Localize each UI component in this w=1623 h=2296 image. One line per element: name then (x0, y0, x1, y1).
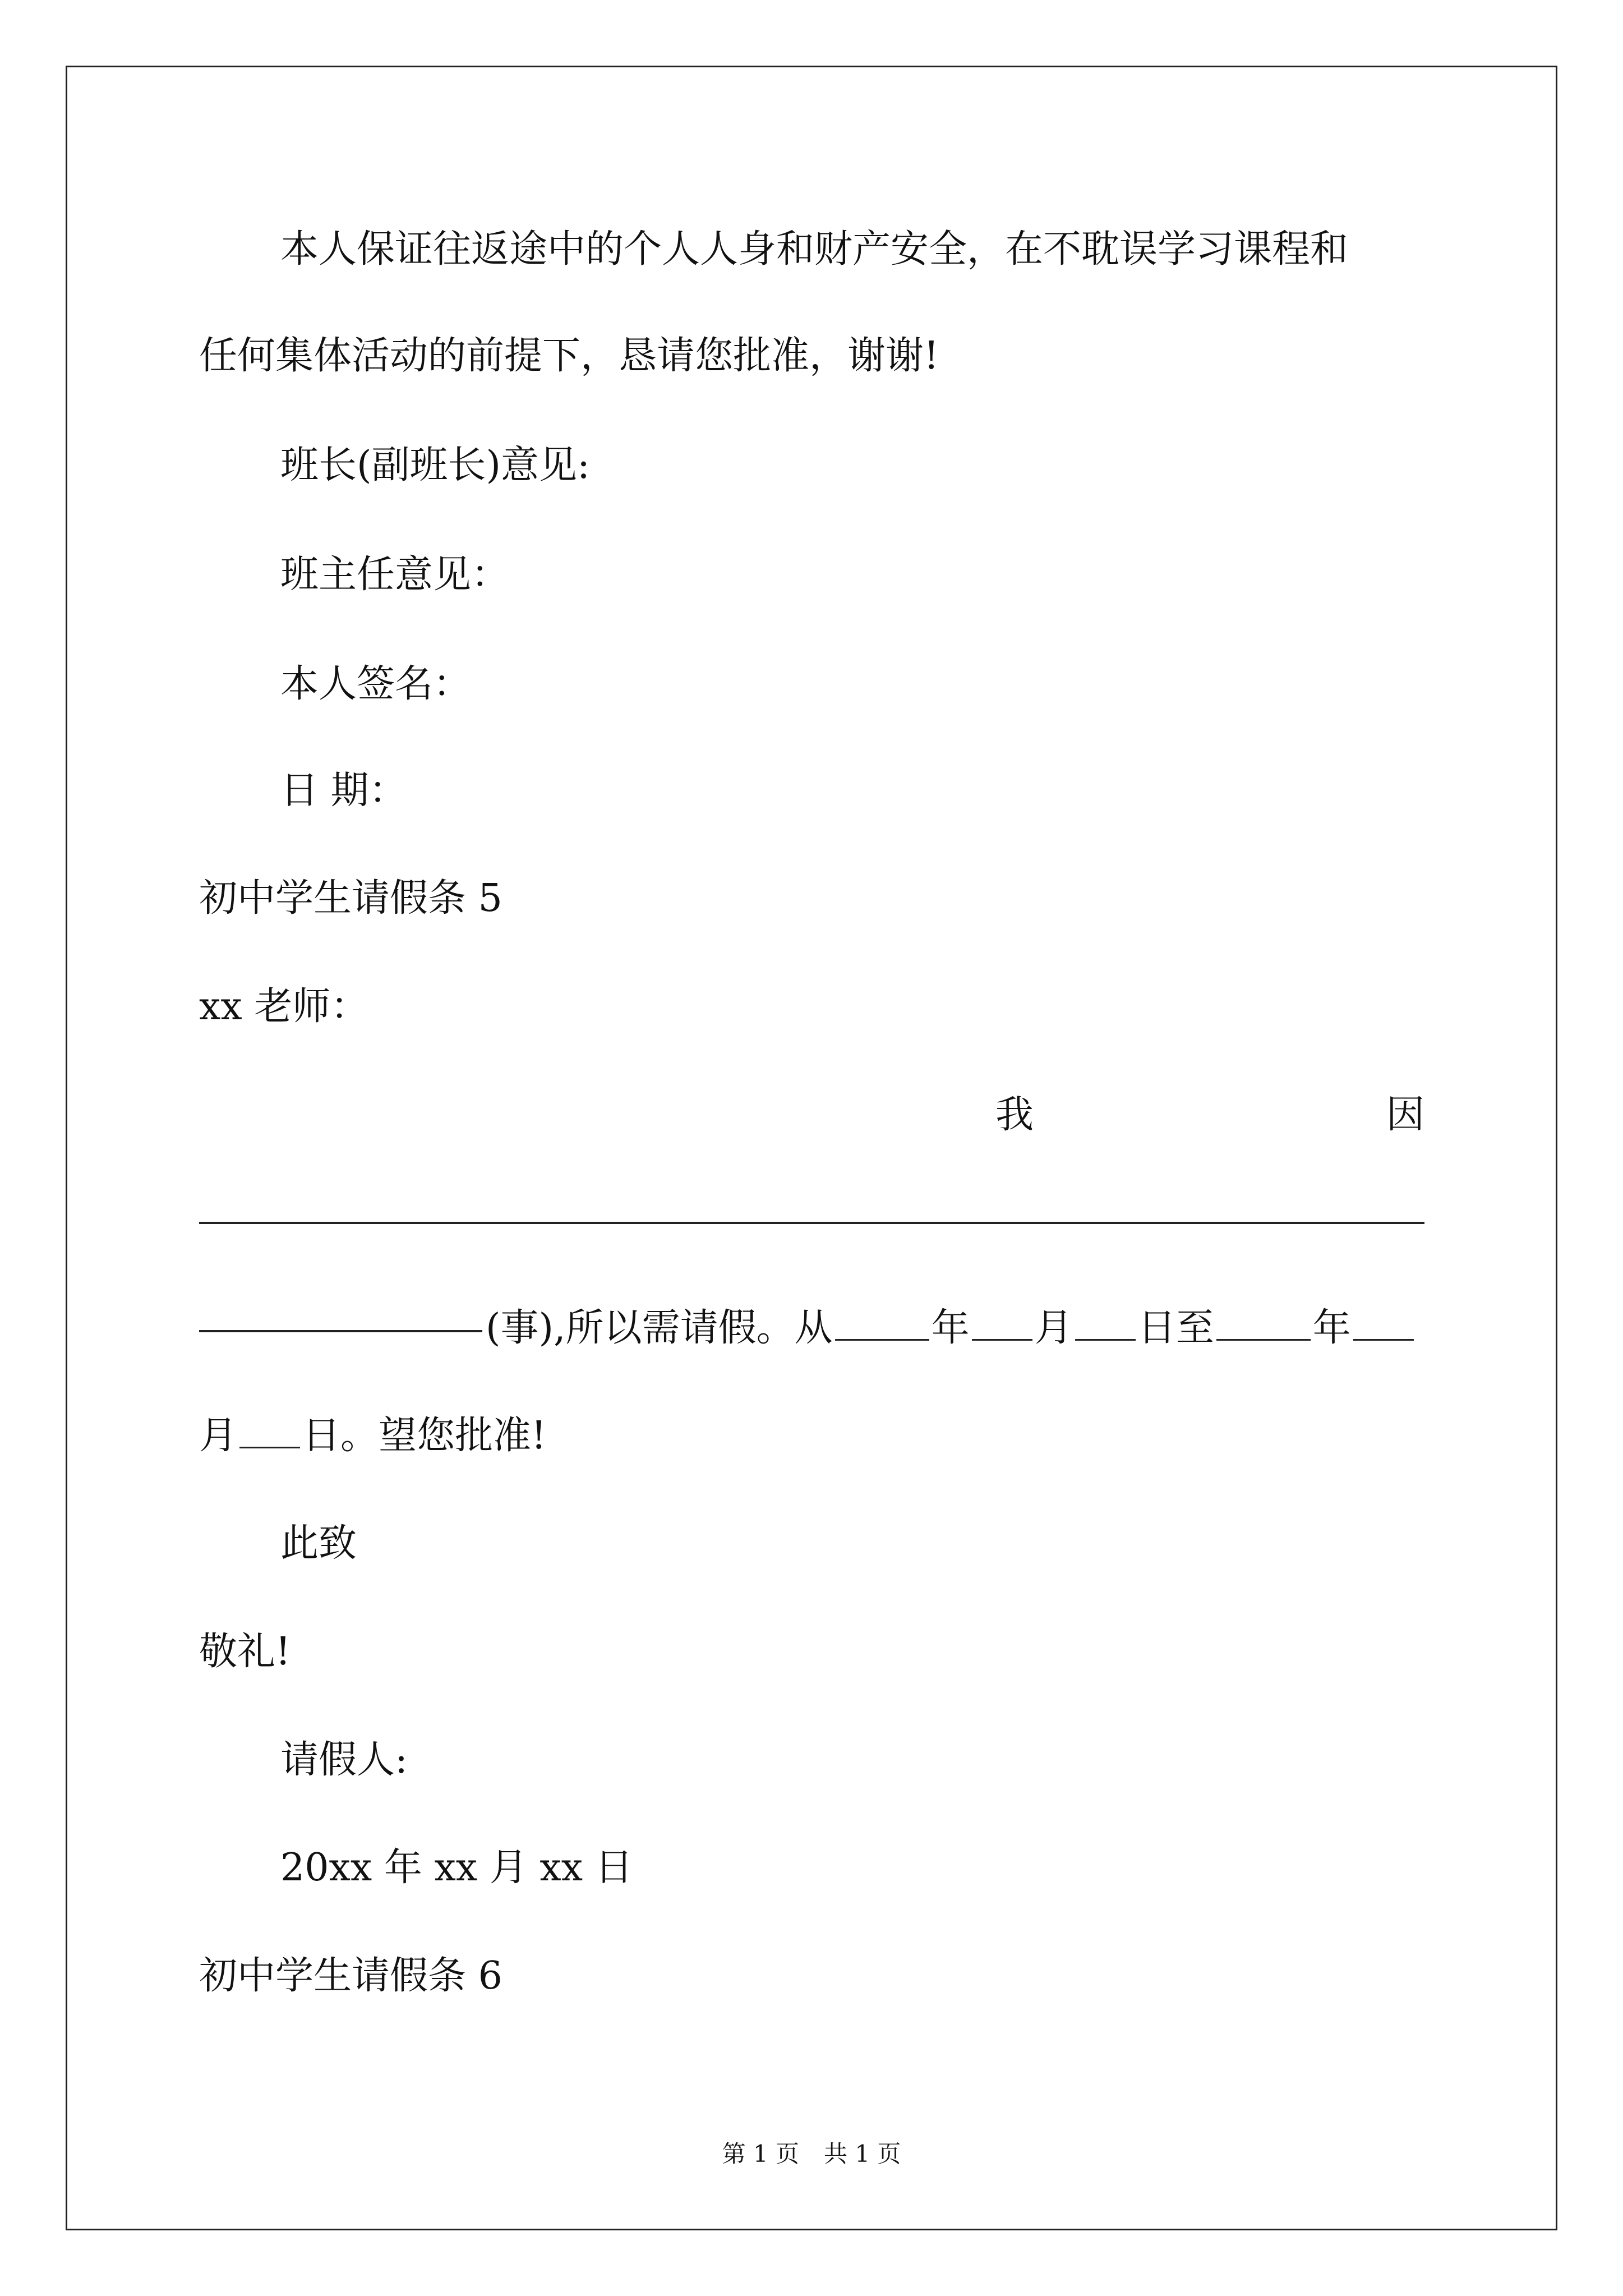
blank (972, 1306, 1032, 1341)
closing-cizhi: 此致 (280, 1521, 357, 1566)
year-label: 年 (1312, 1306, 1351, 1350)
closing-jingli: 敬礼! (199, 1630, 291, 1674)
date-value: 20xx 年 xx 月 xx 日 (280, 1846, 633, 1890)
section-heading: 初中学生请假条 5 (199, 876, 502, 921)
blank (1216, 1306, 1311, 1341)
signature-label: 本人签名： (280, 662, 472, 706)
applicant-label: 请假人: (280, 1738, 408, 1782)
salutation: xx 老师： (199, 984, 369, 1029)
page-number-current: 第 1 页 (722, 2140, 799, 2168)
page-frame (66, 66, 1557, 2230)
date-range-end-line (199, 1414, 546, 1458)
blank (239, 1414, 300, 1448)
page-footer (0, 2140, 1623, 2168)
day-end-label: 日。望您批准! (302, 1414, 547, 1458)
reason-blank-line (199, 1222, 1424, 1224)
page-number-total: 共 1 页 (824, 2140, 901, 2168)
reason-suffix: (事),所以需请假。从 (486, 1306, 833, 1350)
reason-blank-continued (199, 1330, 482, 1332)
month-label: 月 (1034, 1306, 1073, 1350)
date-range-line (199, 1306, 1416, 1351)
paragraph-line: 任何集体活动的前提下，恳请您批准，谢谢! (199, 334, 939, 378)
blank (835, 1306, 929, 1341)
date-label: 日 期： (280, 769, 407, 813)
day-to-label: 日至 (1137, 1306, 1214, 1350)
word-yin: 因 (1386, 1093, 1425, 1137)
blank (1353, 1306, 1414, 1341)
month-label: 月 (199, 1414, 238, 1458)
blank (1075, 1306, 1136, 1341)
teacher-opinion-label: 班主任意见： (280, 553, 510, 597)
year-label: 年 (931, 1306, 970, 1350)
paragraph-line: 本人保证往返途中的个人人身和财产安全，在不耽误学习课程和 (280, 227, 1349, 272)
monitor-opinion-label: 班长(副班长)意见: (280, 443, 590, 487)
word-wo: 我 (995, 1093, 1034, 1137)
section-heading: 初中学生请假条 6 (199, 1954, 502, 1998)
